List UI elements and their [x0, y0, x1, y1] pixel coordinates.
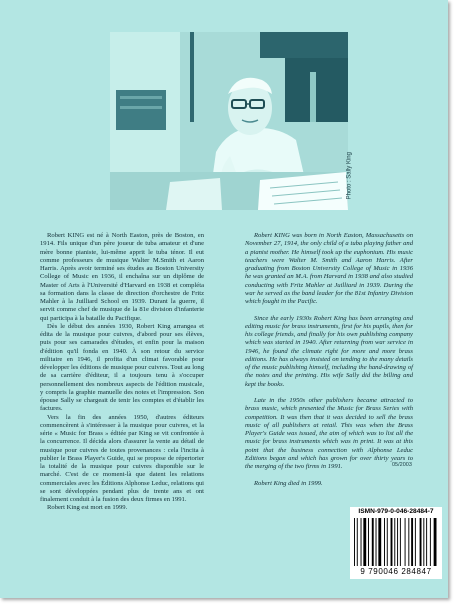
french-paragraph: Dès le début des années 1930, Robert King arrangea et édita de la musique pour cuivres, d'abord pour ses élèves, puis pour ses camarades d'études, et enfin pour la maison d'édition qu'il fonda en 1940. À son retour du service militaire en 1946, il profita d'un climat favorable pour développer les éditions de musique pour cuivres. Tout au long de sa carrière d'éditeur, il a toujours tenu à s'occuper personnellement des nombreux aspects de l'édition musicale, y compris la graphie manuelle des notes et l'impression. Son épouse Sally se chargeait de tenir les comptes et d'établir les factures.: [40, 322, 204, 413]
print-date-code: 05/2003: [392, 462, 412, 468]
french-paragraph: Robert KING est né à North Easton, près de Boston, en 1914. Fils unique d'un père joueur de tuba amateur et d'une mère bonne pianiste, lui-même apprit le tuba ténor. Il eut comme professeurs de musique Walter M.Smith et Aaron Harris. Après avoir terminé ses études au Boston University College of Music en 1936, il enchaîna sur un diplôme de Master of Arts à l'Université d'Harvard en 1938 et compléta sa formation dans la classe de direction d'orchestre de Fritz Mahler à la Juilliard School en 1939. Durant la guerre, il servit comme chef de musique de la 81e division d'infanterie qui participa à la bataille du Pacifique.: [40, 232, 204, 322]
french-paragraph: Robert King est mort en 1999.: [47, 504, 128, 512]
ismn-label: ISMN-979-0-046-28484-7: [358, 508, 434, 515]
english-paragraph: Robert KING was born in North Easton, Massachusetts on November 27, 1914, the only child of a tuba playing father and a pianist mother. He himself took up the euphonium. His music teachers were Walter M. Smith and Aaron Harris. After graduating from Boston University College of Music in 1936 he was granted an M.A. from Harvard in 1938 and also studied conducting with Fritz Mahler at Juilliard in 1939. During the war he served as the band leader for the 81st Infantry Division which fought in the Pacific.: [245, 232, 413, 305]
english-paragraph: Since the early 1930s Robert King has been arranging and editing music for brass instruments, first for his pupils, then for his college friends, and finally for his own publishing company which was started in 1940. After returning from war service in 1946, he found the climate right for more and more brass editions. He has always insisted on tending to the many details of the music publishing himself, including the hand-drawing of the notes and the printing. His wife Sally did the billing and kept the books.: [245, 314, 413, 388]
barcode-number: 9 790046 284847: [360, 567, 432, 576]
barcode-block: [350, 507, 442, 579]
english-paragraph: Robert King died in 1999.: [254, 479, 323, 487]
french-paragraph: Vers la fin des années 1950, d'autres éditeurs commencèrent à s'intéresser à la musique pour cuivres, et la série « Music for Brass » éditée par King se vit confrontée à la concurrence. Il décida alors d'assurer la vente au détail de musique pour cuivres de toutes provenances : cela l'incita à publier le Brass Player's Guide, qui se propose de répertorier la totalité de la musique pour cuivres disponible sur le marché. C'est de ce moment-là que datent les relations commerciales avec les Éditions Alphonse Leduc, relations qui se sont développées pendant plus de trente ans et ont finalement conduit à la fusion des deux firmes en 1991.: [40, 413, 204, 503]
english-biography: [245, 232, 413, 496]
photo-credit: Photo : Sally King: [346, 152, 352, 200]
portrait-photo: [110, 32, 352, 210]
barcode-icon: [354, 518, 438, 566]
french-biography: [40, 232, 204, 513]
english-paragraph: Late in the 1950s other publishers became attracted to brass music, which presented the Music for Brass Series with competition. It was then that it was decided to sell the brass music of all publishers at retail. This was when the Brass Player's Guide was issued, the aim of which was to list all the music for brass instruments which was in print. It was at this point that the business connection with Alphonse Leduc Editions began and which has grown for over thirty years to the merging of the two firms in 1991.: [245, 397, 413, 470]
robert-king-portrait-image: [110, 32, 348, 210]
